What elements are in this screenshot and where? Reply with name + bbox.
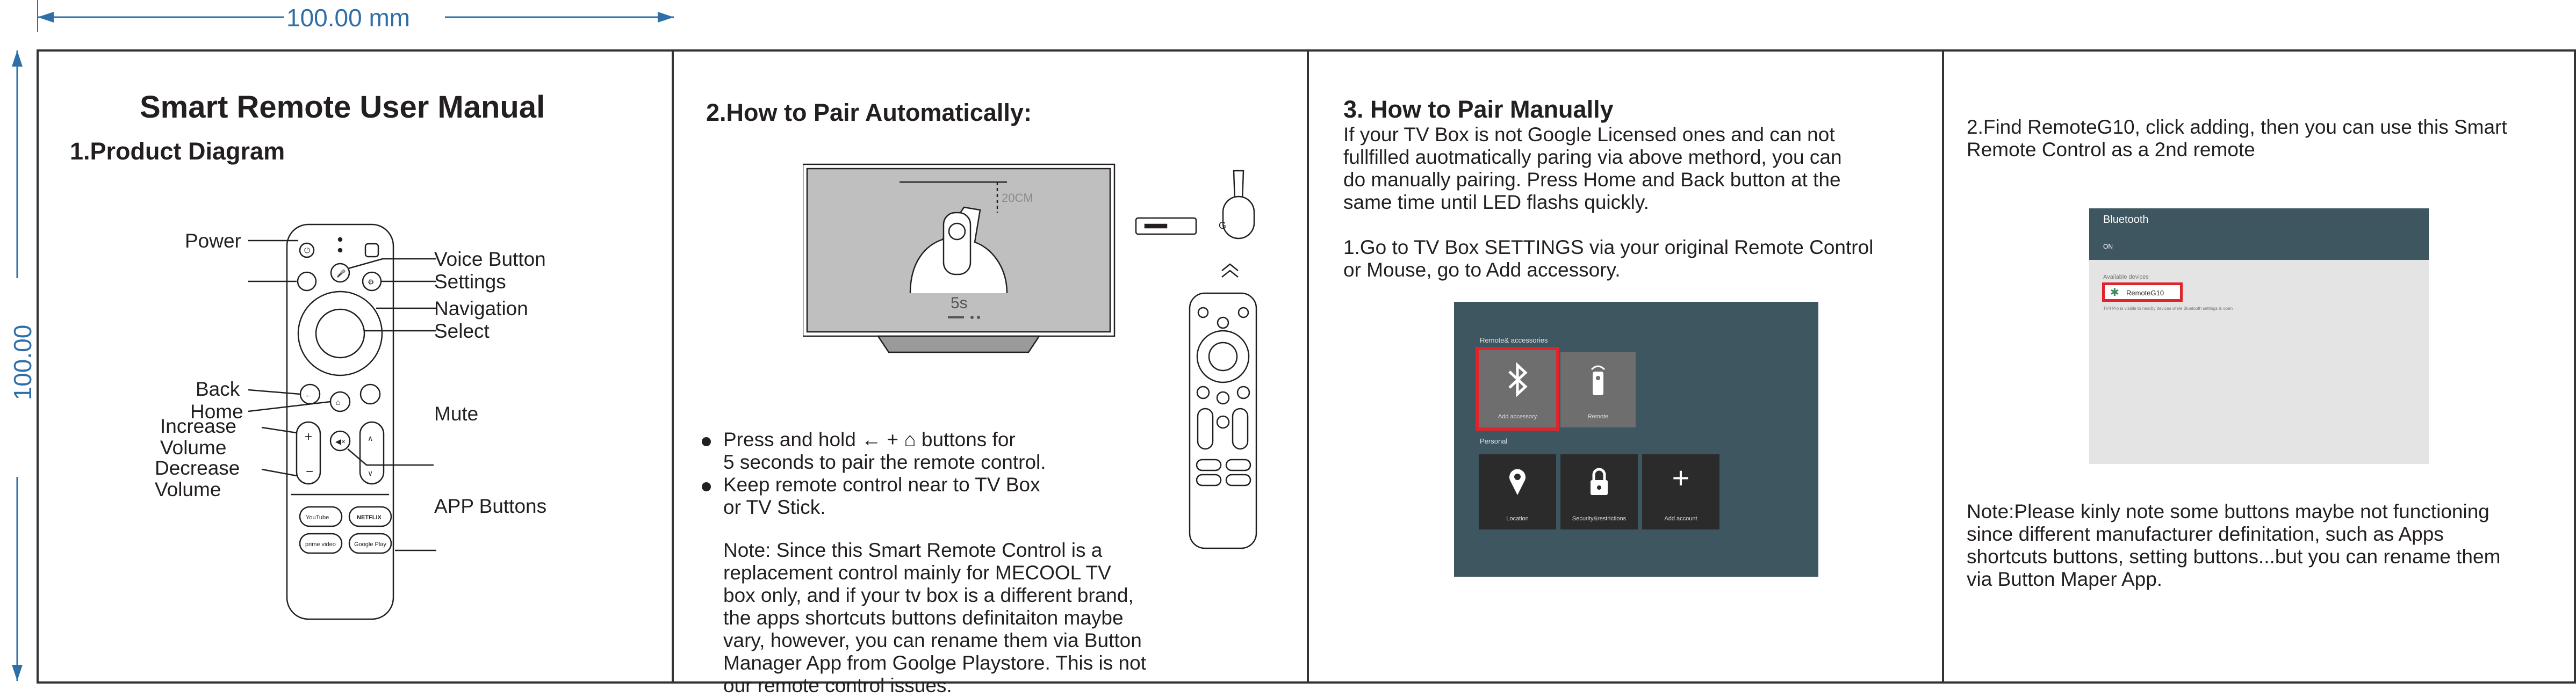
navigation-ring: [298, 292, 382, 375]
panel-find-remote: [1942, 49, 2576, 684]
svg-text:⚙: ⚙: [368, 278, 375, 286]
horizontal-dimension-label: 100.00 mm: [286, 4, 411, 32]
input-button: [365, 244, 378, 257]
remote-label: Remote: [1587, 413, 1609, 420]
brand-note: Note: Since this Smart Remote Control is a replacement control mainly for MECOOL TV box only, and if your tv box is a different brand, the apps shortcuts buttons definitaiton maybe vary, however, you can rename them via Button Manager App from Goolge Playstore. This is not our remote control issues.: [723, 539, 1146, 696]
label-mute: Mute: [434, 403, 479, 425]
plus-icon: +: [1672, 461, 1690, 495]
remote-diagram: [39, 213, 676, 685]
vertical-dimension-label: 100.00: [9, 324, 37, 401]
manual-pair-heading: 3. How to Pair Manually: [1343, 96, 1614, 123]
remote-body: [287, 224, 393, 619]
bluetooth-state[interactable]: ON: [2103, 243, 2113, 250]
compatibility-note: Note:Please kinly note some buttons maybe not functioning since different manufacturer definitation, such as Apps shortcuts buttons, setting buttons...but you can rename them via Button Maper App.: [1967, 500, 2501, 590]
device-remoteg10[interactable]: [2102, 282, 2183, 302]
label-voice-button: Voice Button: [434, 248, 546, 270]
remote-tile[interactable]: [1560, 352, 1636, 427]
youtube-key-label: YouTube: [306, 514, 329, 521]
manual-title: Smart Remote User Manual: [140, 90, 545, 125]
led-indicator: [339, 238, 342, 241]
bookmark-button: [298, 272, 316, 291]
label-settings: Settings: [434, 271, 506, 293]
security-tile[interactable]: [1560, 454, 1638, 529]
label-power: Power: [185, 230, 241, 252]
manual-pair-intro: If your TV Box is not Google Licensed ones and can not fullfilled auotmatically paring via above methord, you can do manually pairing. Press Home and Back button at the same time until LED flashs quickly.: [1343, 124, 1842, 213]
security-label: Security&restrictions: [1572, 516, 1627, 522]
panel-auto-pair: [672, 49, 1309, 696]
label-navigation: Navigation: [434, 297, 528, 320]
googleplay-key-label: Google Play: [354, 541, 386, 548]
label-back: Back: [196, 378, 240, 400]
location-label: Location: [1506, 516, 1529, 522]
bluetooth-header: [2089, 208, 2429, 260]
svg-text:+: +: [305, 430, 313, 444]
settings-screen: [1454, 302, 1818, 577]
remote-accessories-header: Remote& accessories: [1480, 336, 1548, 344]
bluetooth-screen: [2089, 208, 2429, 464]
svg-text:🎤: 🎤: [336, 269, 346, 278]
remote-icon: [1587, 362, 1609, 400]
label-home: Home: [190, 401, 243, 423]
pair-instruction-1: Press and hold ← + ⌂ buttons for 5 seconds to pair the remote control.: [723, 429, 1046, 473]
select-button: [316, 309, 364, 358]
label-increase-volume: Increase Volume: [160, 415, 236, 459]
pair-instruction-2: Keep remote control near to TV Box or TV Stick.: [723, 474, 1040, 518]
find-remote-step2: 2.Find RemoteG10, click adding, then you can use this Smart Remote Control as a 2nd remote: [1967, 116, 2507, 161]
svg-text:G: G: [1219, 220, 1227, 231]
add-account-label: Add account: [1664, 516, 1697, 522]
svg-text:∧: ∧: [368, 434, 373, 442]
location-tile[interactable]: [1479, 454, 1556, 529]
bullet-dot: [702, 437, 711, 446]
location-pin-icon: [1507, 464, 1528, 502]
add-accessory-tile[interactable]: [1479, 350, 1556, 427]
panel-product-diagram: [37, 49, 674, 684]
bluetooth-icon: [1504, 361, 1531, 398]
bullet-dot: [702, 482, 711, 491]
personal-header: Personal: [1480, 437, 1508, 445]
visibility-hint: TV4 Pro is visible to nearby devices while Bluetooth settings is open: [2103, 306, 2233, 311]
add-account-tile[interactable]: [1642, 454, 1719, 529]
svg-text:⏻: ⏻: [304, 246, 311, 255]
manual-pair-step1: 1.Go to TV Box SETTINGS via your original Remote Control or Mouse, go to Add accessory.: [1343, 236, 1874, 281]
tv-timer-label: 5s: [951, 294, 968, 312]
product-diagram-heading: 1.Product Diagram: [70, 137, 285, 165]
netflix-key-label: NETFLIX: [357, 514, 382, 521]
label-select: Select: [434, 320, 490, 342]
device-name: RemoteG10: [2126, 289, 2164, 297]
svg-text:⌂: ⌂: [336, 398, 341, 406]
label-decrease-volume: Decrease Volume: [155, 457, 240, 500]
auto-pair-heading: 2.How to Pair Automatically:: [706, 99, 1032, 126]
bluetooth-device-icon: ✱: [2110, 287, 2119, 299]
tv-distance-label: 20CM: [1002, 191, 1033, 205]
label-app-buttons: APP Buttons: [434, 495, 547, 517]
svg-text:◀×: ◀×: [335, 437, 346, 446]
add-accessory-label: Add accessory: [1498, 413, 1537, 420]
available-devices-label: Available devices: [2103, 274, 2149, 280]
lock-icon: [1587, 464, 1611, 502]
svg-text:∨: ∨: [368, 469, 373, 477]
panel-manual-pair: [1307, 49, 1944, 684]
bluetooth-title: Bluetooth: [2103, 214, 2149, 226]
guide-button: [361, 384, 380, 404]
svg-text:←: ←: [305, 390, 312, 399]
prime-key-label: prime video: [305, 541, 336, 548]
svg-text:−: −: [306, 464, 314, 479]
